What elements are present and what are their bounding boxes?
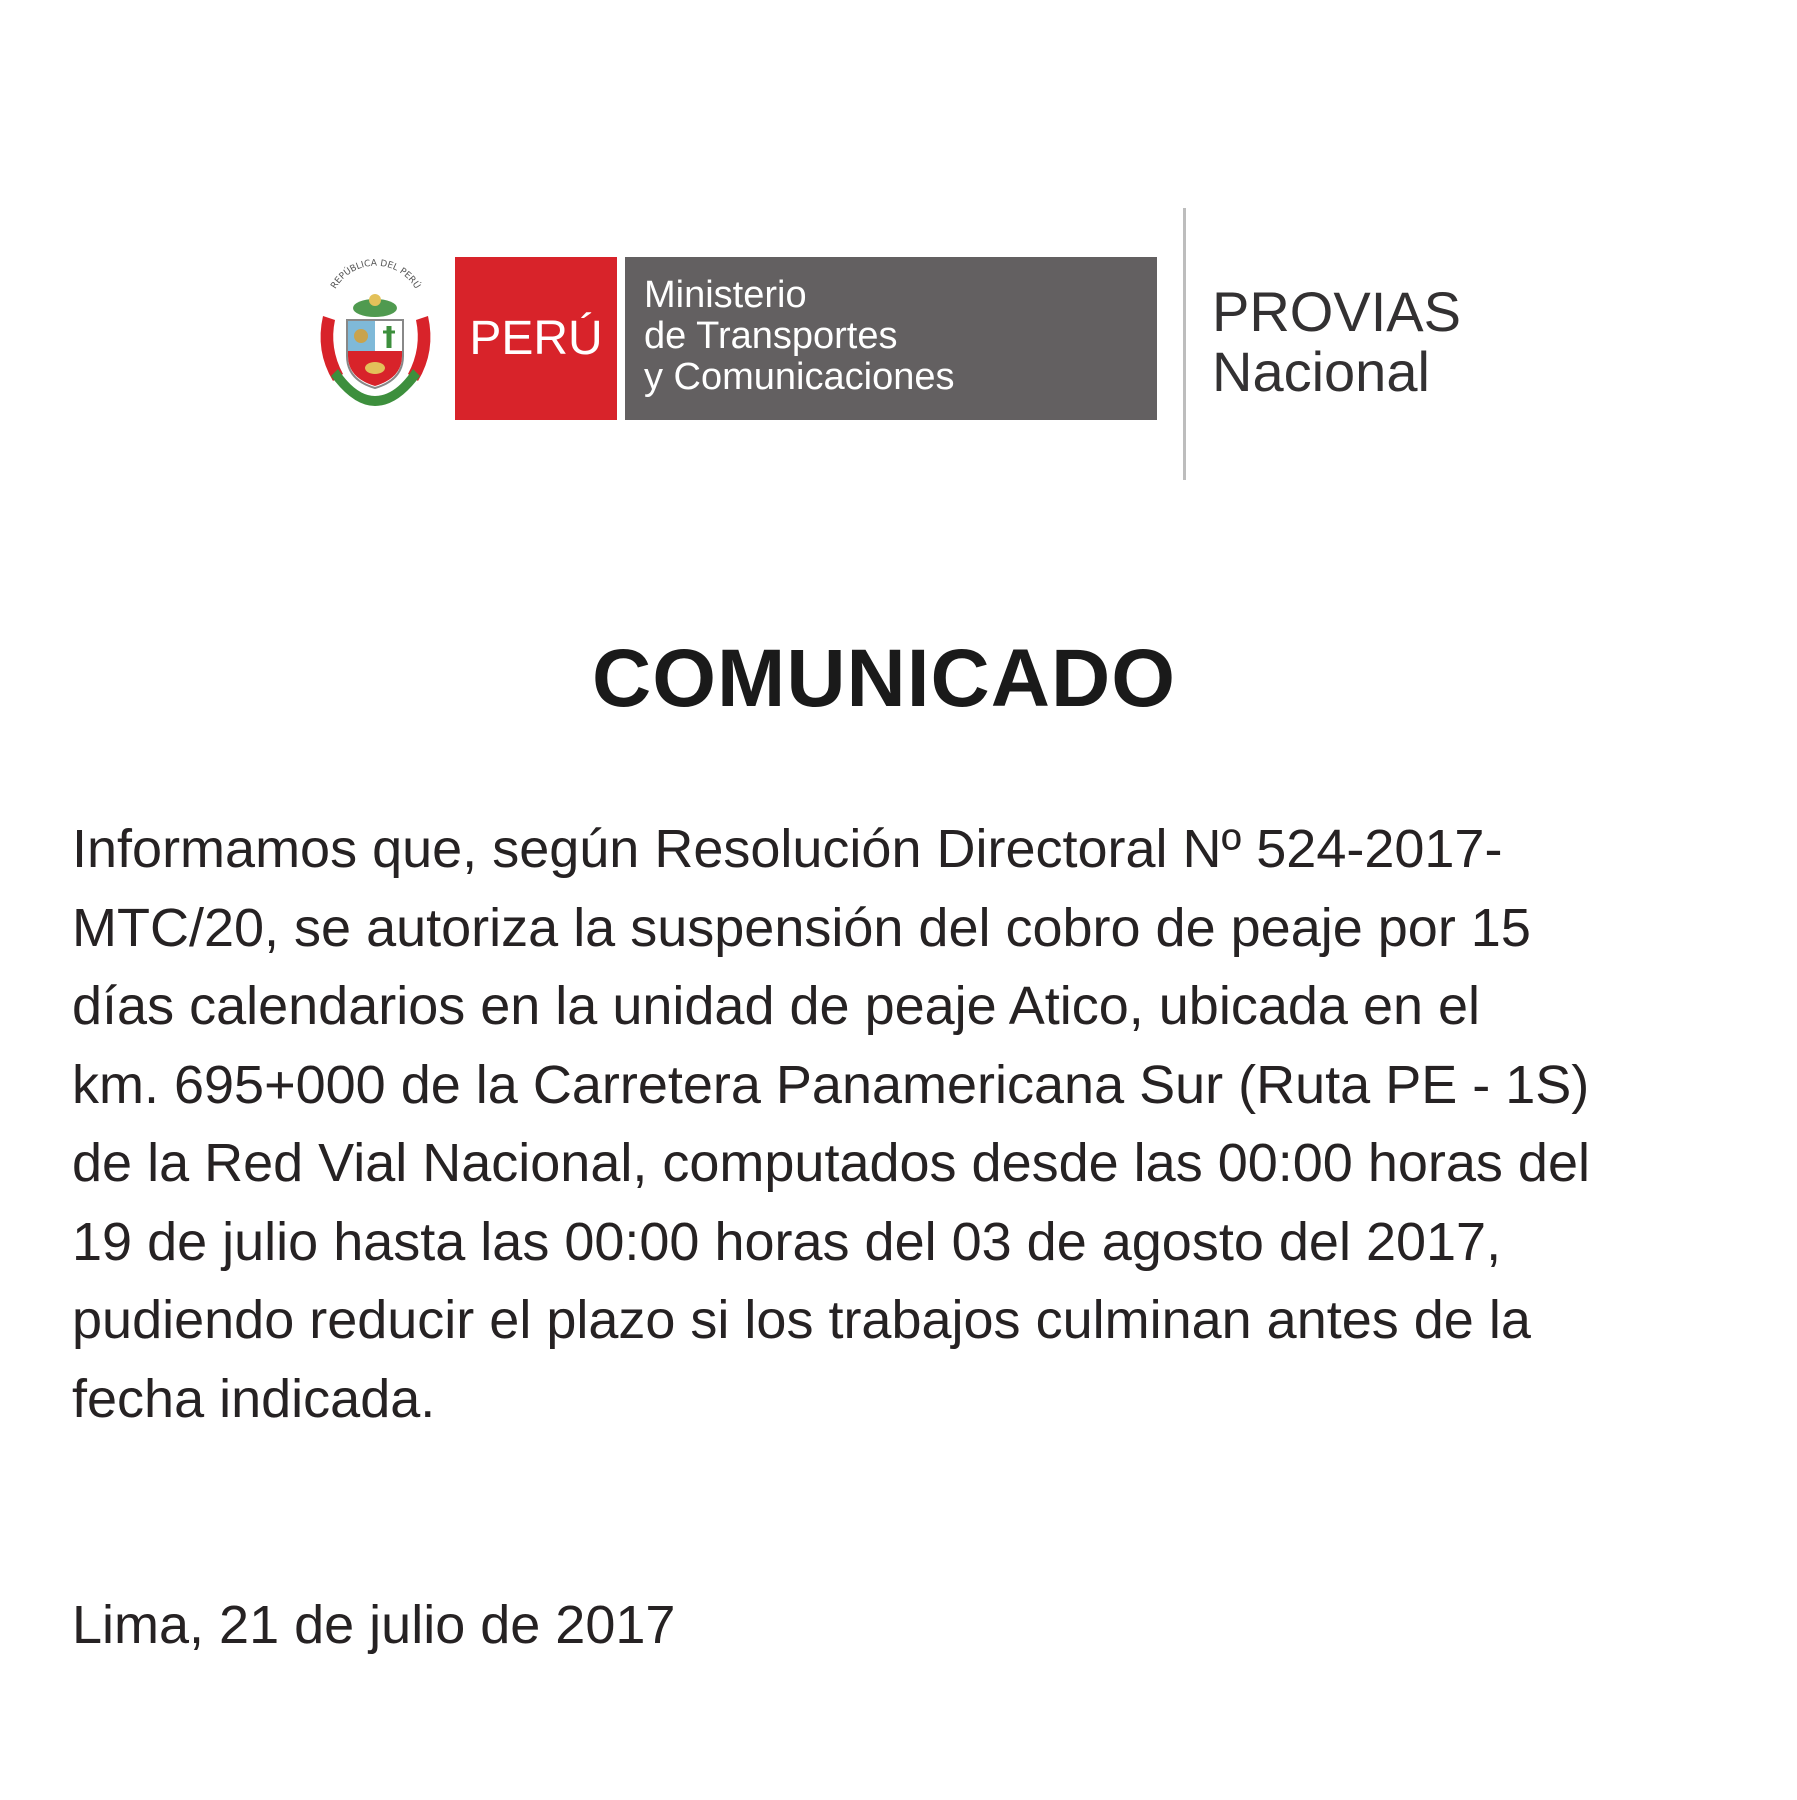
header-divider <box>1183 208 1186 480</box>
announcement-body <box>72 810 1752 1438</box>
ministry-line-3: y Comunicaciones <box>644 356 955 398</box>
body-line: Informamos que, según Resolución Directoral Nº 524-2017- <box>72 819 1503 879</box>
coat-of-arms-icon <box>313 256 438 420</box>
body-line: fecha indicada. <box>72 1368 436 1429</box>
body-line: pudiendo reducir el plazo si los trabajos culminan antes de la <box>72 1290 1531 1350</box>
ministry-line-1: Ministerio <box>644 274 807 316</box>
body-line: MTC/20, se autoriza la suspensión del cobro de peaje por 15 <box>72 897 1531 958</box>
ministry-line-2: de Transportes <box>644 315 898 357</box>
agency-line-2: Nacional <box>1212 340 1430 403</box>
agency-line-1: PROVIAS <box>1212 280 1461 343</box>
body-line: km. 695+000 de la Carretera Panamericana Sur (Ruta PE - 1S) <box>72 1054 1590 1115</box>
document-title: COMUNICADO <box>592 633 1176 724</box>
agency-name <box>1212 282 1461 402</box>
body-line: días calendarios en la unidad de peaje Atico, ubicada en el <box>72 976 1481 1036</box>
country-label: PERÚ <box>469 312 603 365</box>
ministry-block <box>625 257 1157 420</box>
place-and-date: Lima, 21 de julio de 2017 <box>72 1595 676 1655</box>
body-line: 19 de julio hasta las 00:00 horas del 03 de agosto del 2017, <box>72 1211 1502 1272</box>
peru-brand-block <box>455 257 617 420</box>
body-line: de la Red Vial Nacional, computados desde las 00:00 horas del <box>72 1133 1590 1193</box>
letterhead <box>0 0 1797 520</box>
svg-text:REPÚBLICA DEL PERÚ: REPÚBLICA DEL PERÚ <box>329 258 422 291</box>
